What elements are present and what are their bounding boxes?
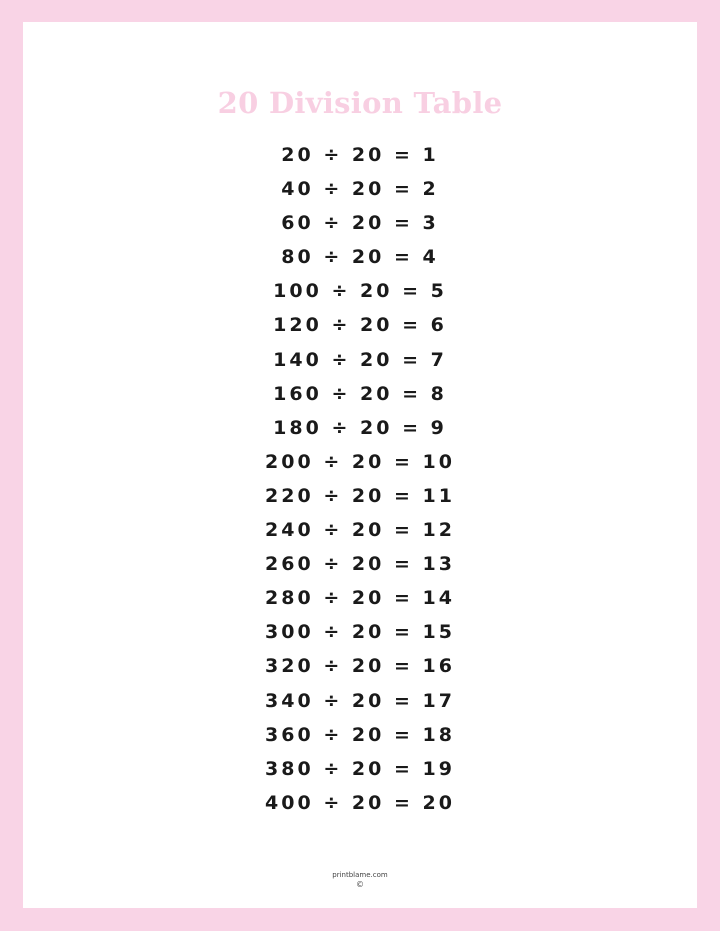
division-sign: ÷ [323,212,343,235]
table-row [23,343,697,377]
table-row [23,479,697,513]
equals-sign: = [402,382,421,405]
equals-sign: = [393,689,413,712]
equals-sign: = [402,348,421,371]
table-row [23,172,697,206]
divisor: 20 [351,655,385,678]
equals-sign: = [393,621,413,644]
divisor: 20 [351,178,385,201]
table-row [23,206,697,240]
dividend: 300 [265,621,314,644]
dividend: 280 [265,587,314,610]
divisor: 20 [351,587,385,610]
dividend: 340 [265,689,314,712]
table-row [23,274,697,308]
division-sign: ÷ [331,314,351,337]
quotient: 2 [422,178,439,201]
division-sign: ÷ [323,450,343,473]
page-title: 20 Division Table [217,86,503,120]
divisor: 20 [351,723,385,746]
quotient: 16 [422,655,455,678]
copyright-icon: © [356,880,364,889]
quotient: 1 [422,144,439,166]
table-row [23,752,697,786]
equals-sign: = [393,178,413,201]
division-sign: ÷ [323,519,343,542]
table-row [23,581,697,615]
equals-sign: = [393,791,413,814]
quotient: 6 [430,314,447,337]
division-table [23,138,697,820]
dividend: 120 [273,314,322,337]
equals-sign: = [393,246,413,269]
quotient: 10 [422,450,455,473]
divisor: 20 [359,314,393,337]
equals-sign: = [393,587,413,610]
division-sign: ÷ [331,348,351,371]
quotient: 8 [430,382,447,405]
equals-sign: = [402,314,421,337]
division-sign: ÷ [323,144,343,166]
division-sign: ÷ [323,689,343,712]
divisor: 20 [351,689,385,712]
quotient: 4 [422,246,439,269]
footer-site-link[interactable]: printblame.com [332,871,388,879]
quotient: 19 [422,757,455,780]
division-sign: ÷ [323,723,343,746]
equals-sign: = [393,212,413,235]
table-row [23,684,697,718]
footer [23,870,697,890]
dividend: 140 [273,348,322,371]
division-sign: ÷ [323,791,343,814]
equals-sign: = [393,655,413,678]
worksheet-sheet [23,22,697,908]
quotient: 14 [422,587,455,610]
dividend: 360 [265,723,314,746]
division-sign: ÷ [323,553,343,576]
divisor: 20 [359,348,393,371]
divisor: 20 [351,246,385,269]
equals-sign: = [402,416,421,439]
equals-sign: = [393,553,413,576]
equals-sign: = [393,519,413,542]
divisor: 20 [351,484,385,507]
table-row [23,308,697,342]
divisor: 20 [351,144,385,166]
dividend: 400 [265,791,314,814]
equals-sign: = [393,723,413,746]
dividend: 320 [265,655,314,678]
quotient: 20 [422,791,455,814]
equals-sign: = [393,450,413,473]
division-sign: ÷ [323,587,343,610]
table-row [23,649,697,683]
table-row [23,718,697,752]
division-sign: ÷ [331,382,351,405]
division-sign: ÷ [323,655,343,678]
division-sign: ÷ [323,621,343,644]
division-sign: ÷ [323,484,343,507]
dividend: 40 [281,178,314,201]
divisor: 20 [351,553,385,576]
table-row [23,411,697,445]
table-row [23,615,697,649]
equals-sign: = [393,757,413,780]
dividend: 380 [265,757,314,780]
divisor: 20 [359,280,393,303]
division-sign: ÷ [331,280,351,303]
quotient: 3 [422,212,439,235]
dividend: 20 [281,144,314,166]
quotient: 18 [422,723,455,746]
divisor: 20 [351,450,385,473]
quotient: 11 [422,484,455,507]
table-row [23,138,697,172]
quotient: 13 [422,553,455,576]
table-row [23,445,697,479]
table-row [23,547,697,581]
divisor: 20 [351,791,385,814]
dividend: 200 [265,450,314,473]
dividend: 80 [281,246,314,269]
quotient: 7 [430,348,447,371]
divisor: 20 [351,212,385,235]
quotient: 12 [422,519,455,542]
division-sign: ÷ [323,246,343,269]
dividend: 180 [273,416,322,439]
divisor: 20 [351,621,385,644]
dividend: 100 [273,280,322,303]
equals-sign: = [402,280,421,303]
table-row [23,377,697,411]
dividend: 160 [273,382,322,405]
equals-sign: = [393,484,413,507]
divisor: 20 [359,416,393,439]
division-sign: ÷ [323,757,343,780]
equals-sign: = [393,144,413,166]
divisor: 20 [351,519,385,542]
division-sign: ÷ [323,178,343,201]
quotient: 5 [430,280,447,303]
table-row [23,513,697,547]
dividend: 60 [281,212,314,235]
quotient: 17 [422,689,455,712]
table-row [23,240,697,274]
quotient: 9 [430,416,447,439]
dividend: 220 [265,484,314,507]
division-sign: ÷ [331,416,351,439]
table-row [23,786,697,820]
divisor: 20 [351,757,385,780]
dividend: 240 [265,519,314,542]
dividend: 260 [265,553,314,576]
quotient: 15 [422,621,455,644]
divisor: 20 [359,382,393,405]
